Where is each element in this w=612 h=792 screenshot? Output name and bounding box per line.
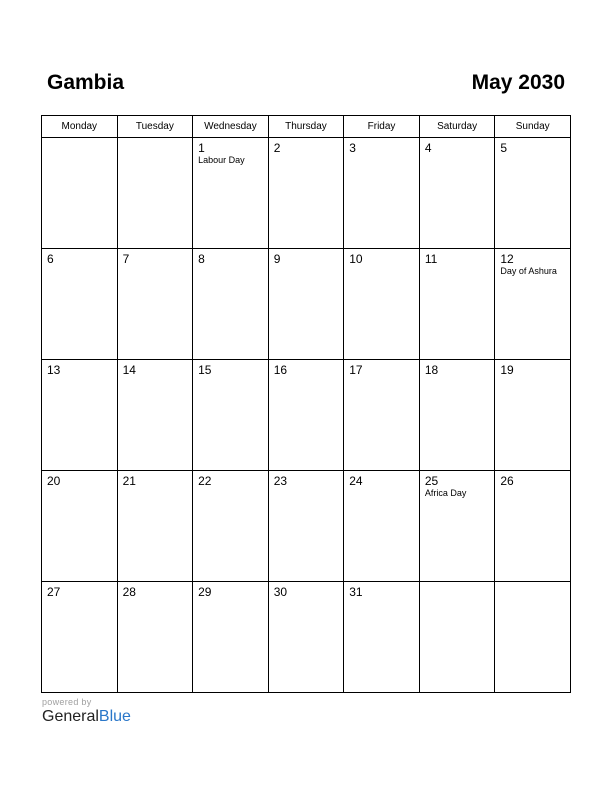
day-number: 25 <box>424 474 439 488</box>
day-cell <box>117 138 193 249</box>
day-cell <box>193 360 269 471</box>
day-number: 21 <box>122 474 136 488</box>
day-cell <box>268 360 344 471</box>
day-number: 18 <box>424 363 439 377</box>
day-cell <box>42 360 118 471</box>
day-cell <box>193 471 269 582</box>
day-number: 24 <box>349 474 363 488</box>
day-cell <box>42 249 118 360</box>
day-cell <box>495 582 571 693</box>
holiday-label: Labour Day <box>198 155 245 165</box>
day-cell <box>268 249 344 360</box>
day-cell <box>419 138 495 249</box>
day-number: 30 <box>273 585 288 599</box>
day-number: 1 <box>198 141 205 155</box>
weekday-header: Tuesday <box>117 116 193 138</box>
week-row <box>42 582 571 693</box>
day-cell <box>419 471 495 582</box>
weekday-header: Wednesday <box>193 116 269 138</box>
day-number: 7 <box>122 252 130 266</box>
day-cell <box>495 138 571 249</box>
day-number: 26 <box>500 474 514 488</box>
weekday-header: Sunday <box>495 116 571 138</box>
day-number: 14 <box>122 363 136 377</box>
day-cell <box>495 249 571 360</box>
day-cell <box>419 360 495 471</box>
weekday-header: Thursday <box>268 116 344 138</box>
powered-by-text: powered by <box>42 697 92 707</box>
day-cell <box>419 582 495 693</box>
day-cell <box>344 138 420 249</box>
day-cell <box>42 138 118 249</box>
weekday-header: Friday <box>344 116 420 138</box>
week-row <box>42 360 571 471</box>
day-cell <box>344 360 420 471</box>
day-cell <box>193 249 269 360</box>
day-cell <box>495 360 571 471</box>
week-row <box>42 471 571 582</box>
day-cell <box>344 249 420 360</box>
day-cell <box>117 360 193 471</box>
day-cell <box>344 471 420 582</box>
day-cell <box>42 471 118 582</box>
day-number: 23 <box>273 474 288 488</box>
day-cell <box>42 582 118 693</box>
day-number: 15 <box>198 363 212 377</box>
weekday-header-row <box>42 116 571 138</box>
day-cell <box>268 471 344 582</box>
day-number: 2 <box>273 141 281 155</box>
holiday-label: Day of Ashura <box>500 266 557 276</box>
week-row <box>42 138 571 249</box>
weekday-header: Monday <box>42 116 118 138</box>
brand-general: General <box>42 708 99 725</box>
day-number: 8 <box>198 252 205 266</box>
day-number: 20 <box>47 474 61 488</box>
generalblue-logo <box>42 708 131 726</box>
day-cell <box>117 249 193 360</box>
country-title: Gambia <box>47 71 125 94</box>
day-number: 22 <box>198 474 212 488</box>
day-number: 29 <box>198 585 212 599</box>
day-number: 28 <box>122 585 136 599</box>
day-cell <box>268 138 344 249</box>
day-number: 10 <box>349 252 363 266</box>
day-cell <box>193 582 269 693</box>
day-number: 19 <box>500 363 514 377</box>
brand-blue: Blue <box>98 708 131 725</box>
day-cell <box>268 582 344 693</box>
holiday-label: Africa Day <box>424 488 467 498</box>
weekday-header: Saturday <box>419 116 495 138</box>
day-number: 17 <box>349 363 363 377</box>
day-cell <box>419 249 495 360</box>
month-year-title: May 2030 <box>471 71 565 94</box>
day-number: 3 <box>349 141 356 155</box>
calendar-grid <box>41 115 571 693</box>
day-number: 5 <box>500 141 508 155</box>
day-cell <box>495 471 571 582</box>
day-cell <box>193 138 269 249</box>
day-number: 6 <box>47 252 54 266</box>
day-number: 4 <box>424 141 432 155</box>
footer-branding <box>42 697 131 726</box>
day-number: 13 <box>47 363 61 377</box>
day-number: 16 <box>273 363 288 377</box>
day-number: 31 <box>349 585 363 599</box>
day-cell <box>117 582 193 693</box>
day-number: 11 <box>424 252 438 266</box>
day-number: 27 <box>47 585 61 599</box>
day-number: 9 <box>273 252 281 266</box>
week-row <box>42 249 571 360</box>
day-number: 12 <box>500 252 514 266</box>
day-cell <box>344 582 420 693</box>
day-cell <box>117 471 193 582</box>
